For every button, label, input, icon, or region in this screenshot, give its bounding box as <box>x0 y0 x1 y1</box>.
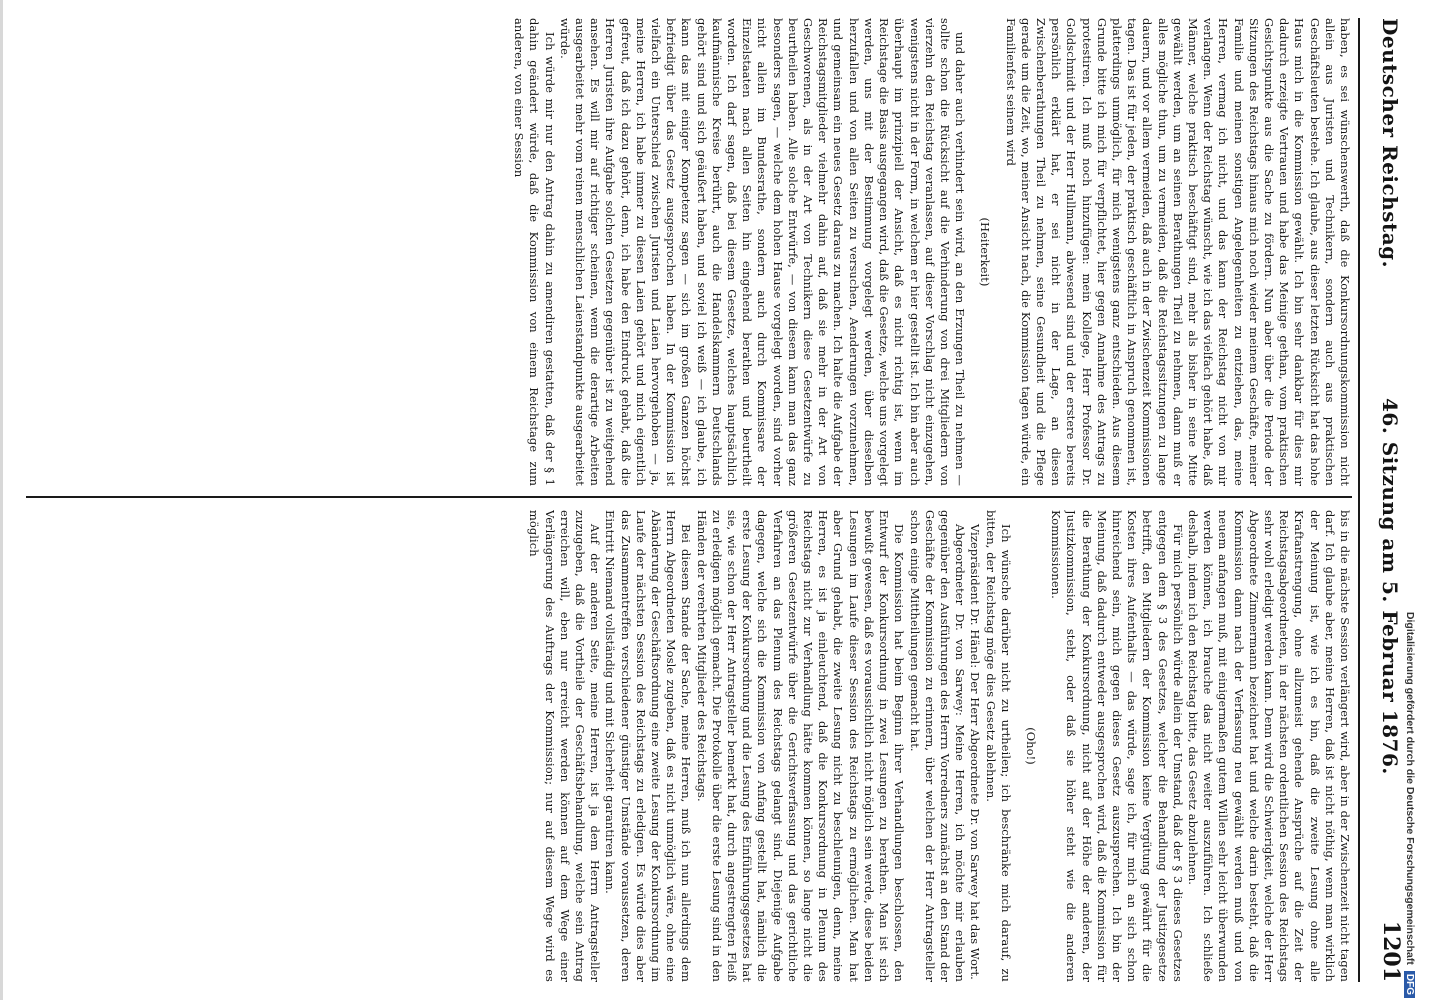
column-left <box>26 18 1352 486</box>
paragraph: Auf der anderen Seite, meine Herren, ist ja dem Herrn Antragsteller zuzugeben, daß die Vortheile der Geschäftsbehandlung, welche sein Antrag erreichen will, eben nur erreicht werden können auf dem Wege einer Verlängerung des Auftrags der Kommission; nur auf diesem Wege wird es möglich <box>527 510 603 982</box>
column-divider <box>26 496 1352 498</box>
paragraph: Abgeordneter Dr. von Sarwey: Meine Herren, ich möchte mir erlauben gegenüber den Ausführungen des Herrn Vorredners zunächst an den Stand der Geschäfte der Kommission zu erinnern, über welchen der Herr Antragsteller schon einige Mittheilungen gemacht hat. <box>907 510 968 982</box>
paragraph: und daher auch verhindert sein wird, an den Erzungen Theil zu nehmen — sollte schon die Rücksicht auf die Verhinderung von drei Mitgliedern von vierzehn den Reichstag veranlassen, auf dieser Vorschlag nicht einzugehen, wenigstens nicht in der Form, in welchem er hier gestellt ist. Ich bin aber auch überhaupt im prinzipiell der Ansicht, daß es nicht richtig ist, wenn im Reichstage die Basis ausgegangen wird, daß die Gesetze, welche uns vorgelegt werden, uns mit der Bestimmung vorgelegt werden, über dieselben herzufallen und von allen Seiten zu versuchen, Aenderungen vorzunehmen, und gemeinsam ein neues Gesetz daraus zu machen. Ich halte die Aufgabe der Reichstagsmitglieder vielmehr dahin auf, daß sie mehr in der Art von Geschworenen, als in der Art von Technikern diese Gesetzentwürfe zu beurtheilen haben. Alle solche Entwürfe, — von diesem kann man das ganz besonders sagen, — welche dem hohen Hause vorgelegt worden, sind vorher nicht allein im Bundesrathe, sondern auch durch Kommissare der Einzelstaaten nach allen Seiten hin eingehend berathen und beurtheilt worden. Ich darf sagen, daß bei diesem Gesetze, welches hauptsächlich kaufmännische Kreise berührt, auch die Handelskammern Deutschlands gehört sind und sich geäußert haben, und soviel ich weiß — ich glaube, ich kann das mit einiger Kompetenz sagen — sich im großen Ganzen höchst befriedigt über das Gesetz ausgesprochen haben. In der Kommission ist vielfach ein Unterschied zwischen Juristen und Laien hervorgehoben — ja, meine Herren, ich habe immer zu diesen Laien gehört und mich eigentlich gefreut, daß ich dazu gehört, denn, ich habe den Eindruck gehabt, daß die Herren Juristen ihre Aufgabe solchen Gesetzen gegenüber ist zu weitgehend ansehen. Es will mir auf richtiger scheinen, wenn die derartige Arbeiten ausgearbeitet mehr vom reinen menschlichen Laienstandpunkte ausgearbeitet würde. <box>557 18 968 486</box>
paragraph: haben, es sei wünschenswerth, daß die Konkursordnungskommission nicht allein aus Juristen und Technikern, sondern auch aus praktischen Geschäftsleuten bestehe. Ich glaube, aus dieser letzten Rücksicht hat das hohe Haus mich in die Kommission gewählt. Ich bin sehr dankbar für dies mir dadurch erzeigte Vertrauen und habe das Meinige gethan, vom praktischen Gesichtspunkte aus die Sache zu fördern. Nun aber über die Periode der Sitzungen des Reichstags hinaus mich noch wieder meinem Geschäfte, meiner Familie und meinen sonstigen Angelegenheiten zu entziehen, das, meine Herren, vermag ich nicht, und das kann der Reichstag nicht von mir verlangen. Wenn der Reichstag wünscht, wie ich das vielfach gehört habe, daß Männer, welche praktisch beschäftigt sind, mehr als bisher in seine Mitte gewählt werden, um an seinen Berathungen Theil zu nehmen, dann muß er alles mögliche thun, um zu vermeiden, daß die Reichstagssitzungen zu lange dauern, und vor allem vermeiden, daß auch in der Zwischenzeit Kommissionen tagen. Das ist für jeden, der praktisch geschäftlich in Anspruch genommen ist, platterdings unmöglich, für mich wenigstens ganz entschieden. Aus diesem Grunde bitte ich mich für verpflichtet, hier gegen Annahme des Antrags zu protestiren. Ich muß noch hinzufügen: mein Kollege, Herr Professor Dr. Goldschmidt und der Herr Hullmann, abwesend sind und der erstere bereits persönlich erklärt hat, er sei nicht in der Lage, an diesen Zwischenberathungen Theil zu nehmen, seine Gesundheit und die Pflege gerade um die Zeit, wo, meiner Ansicht nach, die Kommission tagen würde, ein Familienfest seinem wird <box>1003 18 1352 486</box>
paragraph: Für mich persönlich würde allein der Umstand, daß der § 3 dieses Gesetzes entgegen dem § 3 des Gesetzes, welcher die Behandlung der Justizgesetze betrifft, den Mitgliedern der Kommission keine Vergütung gewährt für die Kosten ihres Aufenthalts — das würde, sage ich, für mich an sich schon hinreichend sein, mich gegen dieses Gesetz auszusprechen. Ich bin der Meinung, daß dadurch entweder ausgesprochen wird, daß die Kommission für die Berathung der Konkursordnung, nicht auf der Höhe der anderen, der Justizkommission, steht, oder daß sie höher steht wie die anderen Kommissionen. <box>1049 510 1185 982</box>
header-title-left: Deutscher Reichstag. <box>1378 18 1402 269</box>
column-right-paragraphs <box>1048 510 1352 982</box>
digitization-credit <box>1396 8 1422 998</box>
paragraph: Die Kommission hat beim Beginn ihrer Verhandlungen beschlossen, den Entwurf der Konkursordnung in zwei Lesungen zu berathen. Man ist sich bewußt gewesen, daß es voraussichtlich nicht möglich sein werde, diese beiden Lesungen im Laufe dieser Session des Reichstags zu ermöglichen. Man hat aber Grund gehabt, die zweite Lesung nicht zu beschleunigen, denn, meine Herren, es ist ja einleuchtend, daß die Konkursordnung in Plenum des Reichstags nicht zur Verhandlung hätte kommen können, so lange nicht die größeren Gesetzentwürfe über die Gerichtsverfassung und das gerichtliche Verfahren an das Plenum des Reichstags gelangt sind. Diejenige Aufgabe dagegen, welche sich die Kommission von Anfang gestellt hat, nämlich die erste Lesung der Konkursordnung und die Lesung des Einführungsgesetzes hat sie, wie schon der Herr Antragsteller bemerkt hat, durch angestrengten Fleiß zu erledigen möglich gemacht. Die Protokolle über die erste Lesung sind in den Händen der verehrten Mitglieder des Reichstags. <box>694 510 907 982</box>
header-session: 46. Sitzung am 5. Februar 1876. <box>1378 398 1402 775</box>
paragraph: Bei diesem Stande der Sache, meine Herren, muß ich nun allerdings dem Herrn Abgeordneten Mosle zugeben, daß es nicht unmöglich wäre, ohne eine Abänderung der Geschäftsordnung eine zweite Lesung der Konkursordnung im Laufe der nächsten Session des Reichstags zu erledigen. Es würde dies aber das Zusammentreffen verschiedener günstiger Umstände voraussetzen, deren Eintritt Niemand vollständig und mit Sicherheit garantiren kann. <box>603 510 694 982</box>
column-right <box>26 510 1352 982</box>
credit-text: Digitalisierung gefördert durch die Deutsche Forschungsgemeinschaft <box>1404 611 1416 965</box>
interjection-oho: (Oho!) <box>1023 727 1038 765</box>
column-left-paragraphs <box>1002 18 1352 486</box>
column-right-continued <box>526 510 1013 982</box>
dfg-logo: DFG <box>1404 971 1415 998</box>
header-rule <box>1358 18 1360 982</box>
scan-edge <box>0 0 3 1000</box>
paragraph: bis in die nächste Session verlängert wird, aber in der Zwischenzeit nicht tagen darf. Ich glaube aber, meine Herren, daß ist nicht nöthig, wenn man wirklich der Meinung ist, wie ich es bin, daß die zweite Lesung ohne alle Kraftanstrengung, ohne allzumeist gehende Ansprüche auf die Zeit der Reichstagsabgeordneten, in der nächsten ordentlichen Session des Reichstags sehr wohl erledigt werden kann. Denn wird die Schwierigkeit, welche der Herr Abgeordnete Zimmermann bezeichnet hat und welche darin besteht, daß die Kommission dann nach der Verfassung neu gewählt werden muß und von neuem anfangen muß, mit einigermaßen gutem Willen sehr leicht überwunden werden können, ich brauche das nicht weiter auszuführen. Ich schließe deshalb, indem ich den Reichstag bitte, das Gesetz abzulehnen. <box>1185 510 1352 982</box>
paragraph: Vizepräsident Dr. Hänel: Der Herr Abgeordnete Dr. von Sarwey hat das Wort. <box>968 524 983 980</box>
rotated-page <box>18 0 1418 1000</box>
paragraph: Ich würde mir nur den Antrag dahin zu amendiren gestatten, daß der § 1 dahin geändert würde, daß die Kommission von einem Reichstage zum anderen, von einer Session <box>512 18 557 486</box>
interjection-laughter: (Heiterkeit) <box>978 217 993 287</box>
paragraph: Ich wünsche darüber nicht zu urtheilen; ich beschränke mich darauf, zu bitten, der Reichstag möge dies Gesetz ablehnen. <box>983 510 1013 982</box>
page-number: 1201 <box>1378 920 1404 982</box>
column-left-continued <box>511 18 967 486</box>
